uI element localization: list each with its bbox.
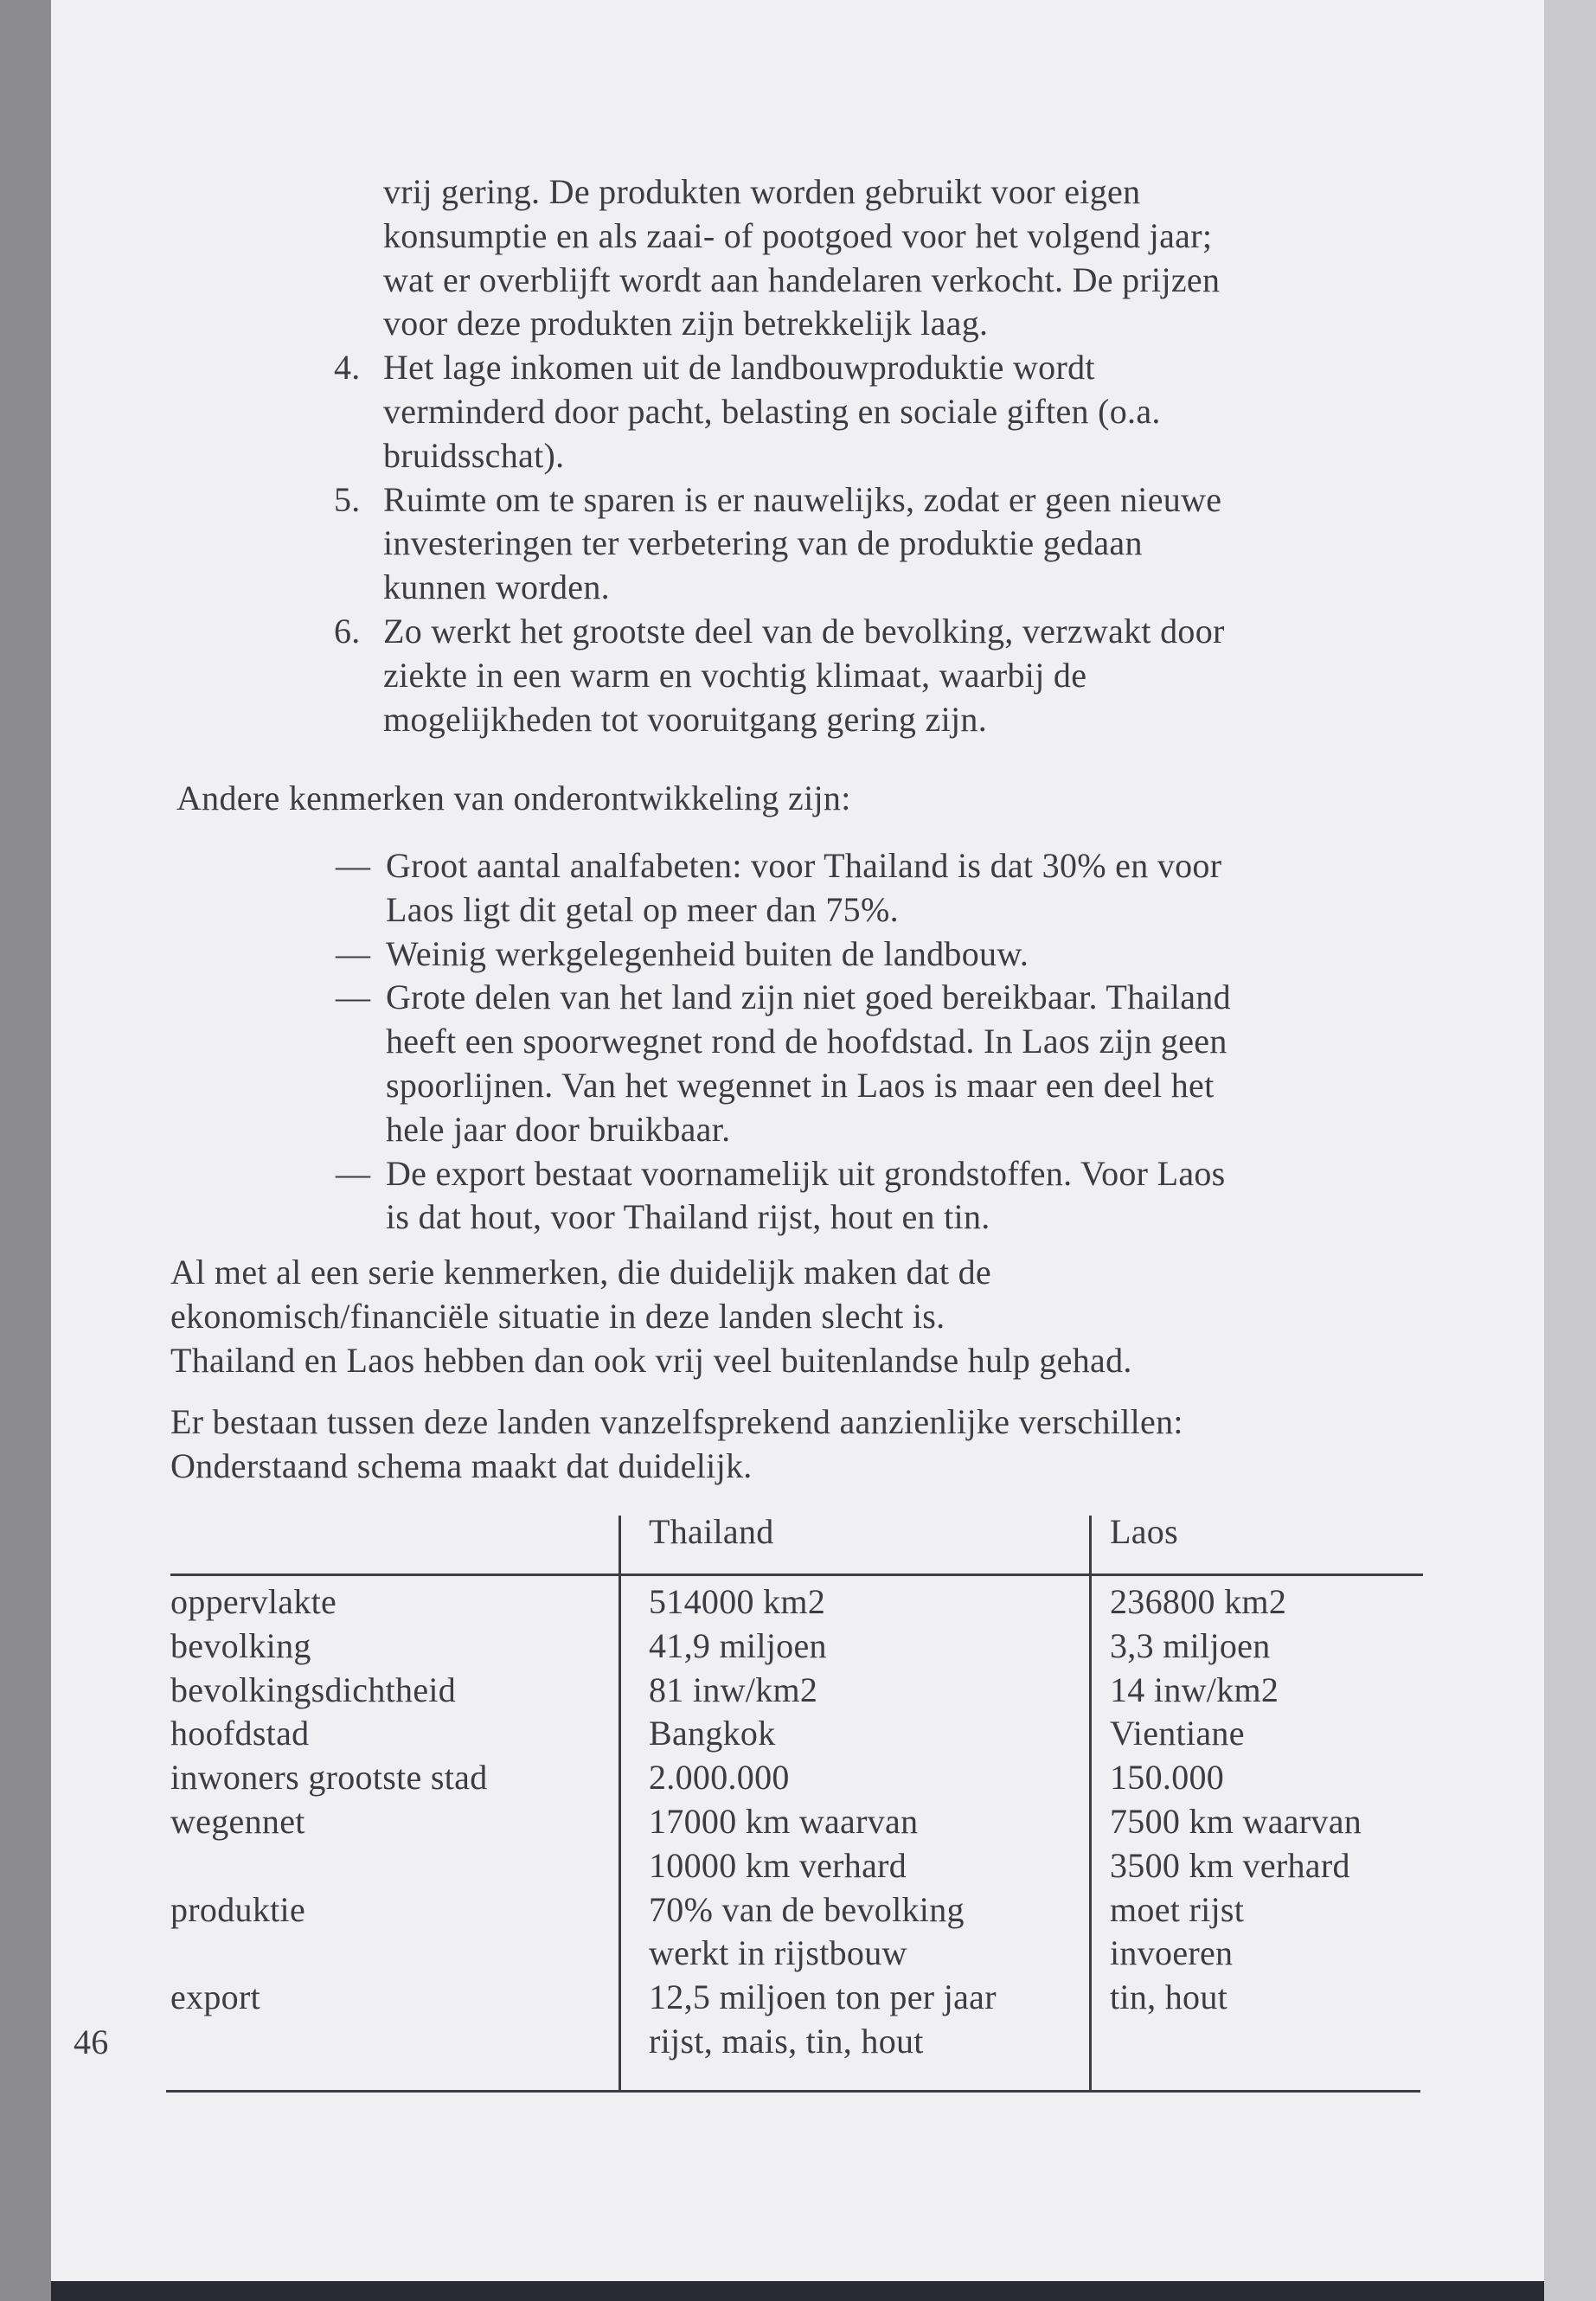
paragraph-line: vrij gering. De produkten worden gebruikt voor eigen	[383, 172, 1141, 211]
table-cell: 10000 km verhard	[649, 1845, 907, 1885]
bullet-item-line: De export bestaat voornamelijk uit grondstoffen. Voor Laos	[386, 1153, 1226, 1193]
paragraph-line: ekonomisch/financiële situatie in deze landen slecht is.	[170, 1296, 945, 1336]
bullet-dash: —	[336, 846, 371, 885]
table-cell: 14 inw/km2	[1110, 1670, 1279, 1709]
table-cell: 17000 km waarvan	[649, 1802, 919, 1841]
table-cell: inwoners grootste stad	[170, 1758, 488, 1798]
bullet-item-line: is dat hout, voor Thailand rijst, hout en tin.	[386, 1197, 990, 1237]
list-number: 6.	[334, 612, 361, 651]
table-cell: 236800 km2	[1110, 1582, 1287, 1621]
table-cell: bevolking	[170, 1625, 311, 1665]
paragraph-line: Onderstaand schema maakt dat duidelijk.	[170, 1445, 753, 1485]
bullet-item-line: heeft een spoorwegnet rond de hoofdstad. In Laos zijn geen	[386, 1022, 1227, 1061]
table-cell: 41,9 miljoen	[649, 1625, 827, 1665]
bullet-dash: —	[336, 1153, 371, 1193]
list-item-line: kunnen worden.	[383, 567, 610, 607]
table-cell: werkt in rijstbouw	[649, 1933, 907, 1973]
list-item-line: investeringen ter verbetering van de produktie gedaan	[383, 523, 1143, 563]
page-edge	[1544, 0, 1596, 2301]
list-item-line: Het lage inkomen uit de landbouwproduktie wordt	[383, 348, 1095, 388]
list-number: 4.	[334, 348, 361, 388]
bullet-item-line: Weinig werkgelegenheid buiten de landbouw.	[386, 933, 1029, 973]
table-cell: 3500 km verhard	[1110, 1845, 1350, 1885]
table-cell: invoeren	[1110, 1933, 1234, 1973]
paragraph-line: konsumptie en als zaai- of pootgoed voor het volgend jaar;	[383, 215, 1213, 255]
table-cell: produktie	[170, 1889, 306, 1929]
list-item-line: verminderd door pacht, belasting en sociale giften (o.a.	[383, 392, 1161, 431]
bullet-item-line: Groot aantal analfabeten: voor Thailand is dat 30% en voor	[386, 846, 1222, 885]
list-item-line: mogelijkheden tot vooruitgang gering zijn.	[383, 699, 988, 739]
paragraph-line: Thailand en Laos hebben dan ook vrij veel buitenlandse hulp gehad.	[170, 1340, 1132, 1380]
table-cell: 2.000.000	[649, 1758, 790, 1798]
scan-border	[51, 2281, 1544, 2301]
list-item-line: bruidsschat).	[383, 435, 565, 475]
table-header: Laos	[1110, 1512, 1178, 1551]
table-header: Thailand	[649, 1512, 774, 1551]
bullet-item-line: spoorlijnen. Van het wegennet in Laos is maar een deel het	[386, 1066, 1215, 1105]
list-number: 5.	[334, 479, 361, 519]
paragraph-line: voor deze produkten zijn betrekkelijk laag.	[383, 304, 989, 343]
table-cell: 150.000	[1110, 1758, 1225, 1798]
table-cell: 7500 km waarvan	[1110, 1802, 1362, 1841]
paragraph-line: wat er overblijft wordt aan handelaren verkocht. De prijzen	[383, 260, 1221, 299]
table-cell: oppervlakte	[170, 1582, 337, 1621]
list-item-line: ziekte in een warm en vochtig klimaat, waarbij de	[383, 655, 1087, 695]
bullet-item-line: Grote delen van het land zijn niet goed bereikbaar. Thailand	[386, 977, 1231, 1017]
table-cell: rijst, mais, tin, hout	[649, 2022, 924, 2061]
table-cell: 81 inw/km2	[649, 1670, 818, 1709]
table-bottom-rule	[166, 2090, 1420, 2093]
bullet-dash: —	[336, 933, 371, 973]
table-column-divider	[619, 1516, 621, 2092]
table-column-divider	[1089, 1516, 1092, 2092]
table-cell: export	[170, 1977, 260, 2017]
table-cell: 3,3 miljoen	[1110, 1625, 1271, 1665]
list-item-line: Ruimte om te sparen is er nauwelijks, zodat er geen nieuwe	[383, 479, 1222, 519]
table-cell: 514000 km2	[649, 1582, 826, 1621]
table-cell: 12,5 miljoen ton per jaar	[649, 1977, 997, 2017]
paragraph-line: Al met al een serie kenmerken, die duidelijk maken dat de	[170, 1253, 991, 1292]
paragraph-line: Andere kenmerken van onderontwikkeling zijn:	[176, 779, 851, 817]
table-cell: tin, hout	[1110, 1977, 1228, 2017]
bullet-item-line: hele jaar door bruikbaar.	[386, 1109, 731, 1149]
paragraph-line: Er bestaan tussen deze landen vanzelfsprekend aanzienlijke verschillen:	[170, 1402, 1183, 1441]
table-header-rule	[170, 1574, 1423, 1576]
bullet-item-line: Laos ligt dit getal op meer dan 75%.	[386, 889, 899, 929]
table-cell: hoofdstad	[170, 1714, 310, 1753]
table-cell: moet rijst	[1110, 1889, 1245, 1929]
bullet-dash: —	[336, 977, 371, 1017]
table-cell: wegennet	[170, 1802, 305, 1841]
table-cell: Bangkok	[649, 1714, 776, 1753]
list-item-line: Zo werkt het grootste deel van de bevolking, verzwakt door	[383, 612, 1225, 651]
table-cell: bevolkingsdichtheid	[170, 1670, 457, 1709]
table-cell: Vientiane	[1110, 1714, 1245, 1753]
table-cell: 70% van de bevolking	[649, 1889, 965, 1929]
page-number: 46	[74, 2022, 109, 2061]
